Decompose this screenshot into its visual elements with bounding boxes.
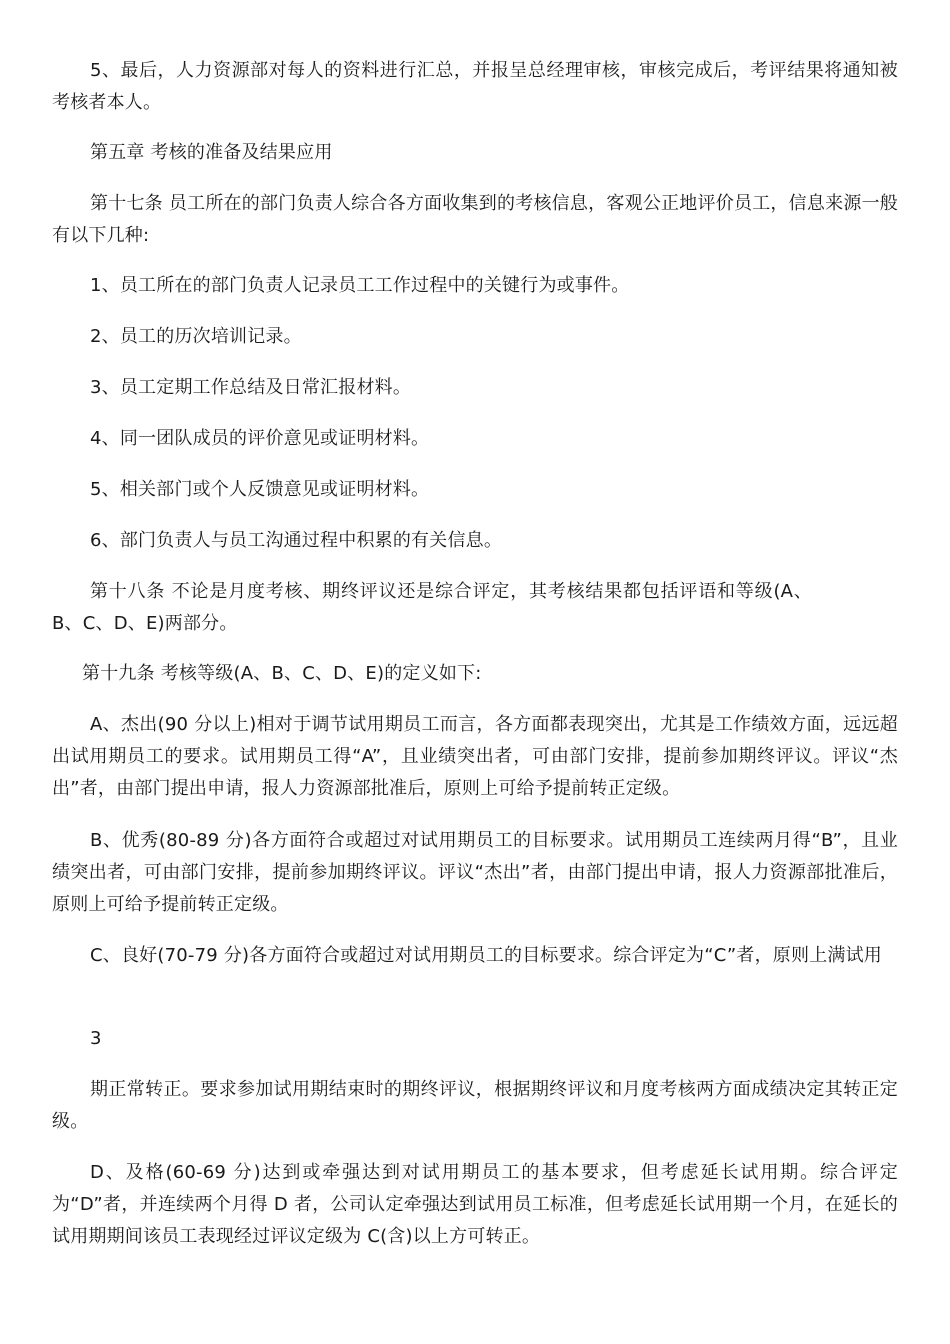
article-17: 第十七条 员工所在的部门负责人综合各方面收集到的考核信息，客观公正地评价员工，信息来源一般有以下几种: [52,193,898,246]
list-item-6: 6、部门负责人与员工沟通过程中积累的有关信息。 [90,530,503,551]
page-number: 3 [90,1028,102,1049]
chapter-5-heading: 第五章 考核的准备及结果应用 [90,142,333,163]
grade-c-continuation: 期正常转正。要求参加试用期结束时的期终评议，根据期终评议和月度考核两方面成绩决定其转正定级。 [52,1079,898,1132]
grade-a-definition: A、杰出(90 分以上)相对于调节试用期员工而言，各方面都表现突出，尤其是工作绩效方面，远远超出试用期员工的要求。试用期员工得“A”，且业绩突出者，可由部门安排，提前参加期终评议。评议“杰出”者，由部门提出申请，报人力资源部批准后，原则上可给予提前转正定级。 [52,714,898,799]
list-item-1: 1、员工所在的部门负责人记录员工工作过程中的关键行为或事件。 [90,275,630,296]
article-19: 第十九条 考核等级(A、B、C、D、E)的定义如下: [82,663,482,684]
grade-b-definition: B、优秀(80-89 分)各方面符合或超过对试用期员工的目标要求。试用期员工连续两月得“B”，且业绩突出者，可由部门安排，提前参加期终评议。评议“杰出”者，由部门提出申请，报人力资源部批准后，原则上可给予提前转正定级。 [52,830,898,915]
list-item-2: 2、员工的历次培训记录。 [90,326,302,347]
list-item-4: 4、同一团队成员的评价意见或证明材料。 [90,428,430,449]
grade-d-definition: D、及格(60-69 分)达到或牵强达到对试用期员工的基本要求，但考虑延长试用期。综合评定为“D”者，并连续两个月得 D 者，公司认定牵强达到试用员工标准，但考虑延长试用期一个月，在延长的试用期期间该员工表现经过评议定级为 C(含)以上方可转正。 [52,1162,898,1247]
paragraph-summary-step5: 5、最后，人力资源部对每人的资料进行汇总，并报呈总经理审核，审核完成后，考评结果将通知被考核者本人。 [52,60,898,113]
list-item-3: 3、员工定期工作总结及日常汇报材料。 [90,377,412,398]
list-item-5: 5、相关部门或个人反馈意见或证明材料。 [90,479,430,500]
grade-c-definition: C、良好(70-79 分)各方面符合或超过对试用期员工的目标要求。综合评定为“C”者，原则上满试用 [90,945,882,966]
article-18: 第十八条 不论是月度考核、期终评议还是综合评定，其考核结果都包括评语和等级(A、B、C、D、E)两部分。 [52,581,812,634]
